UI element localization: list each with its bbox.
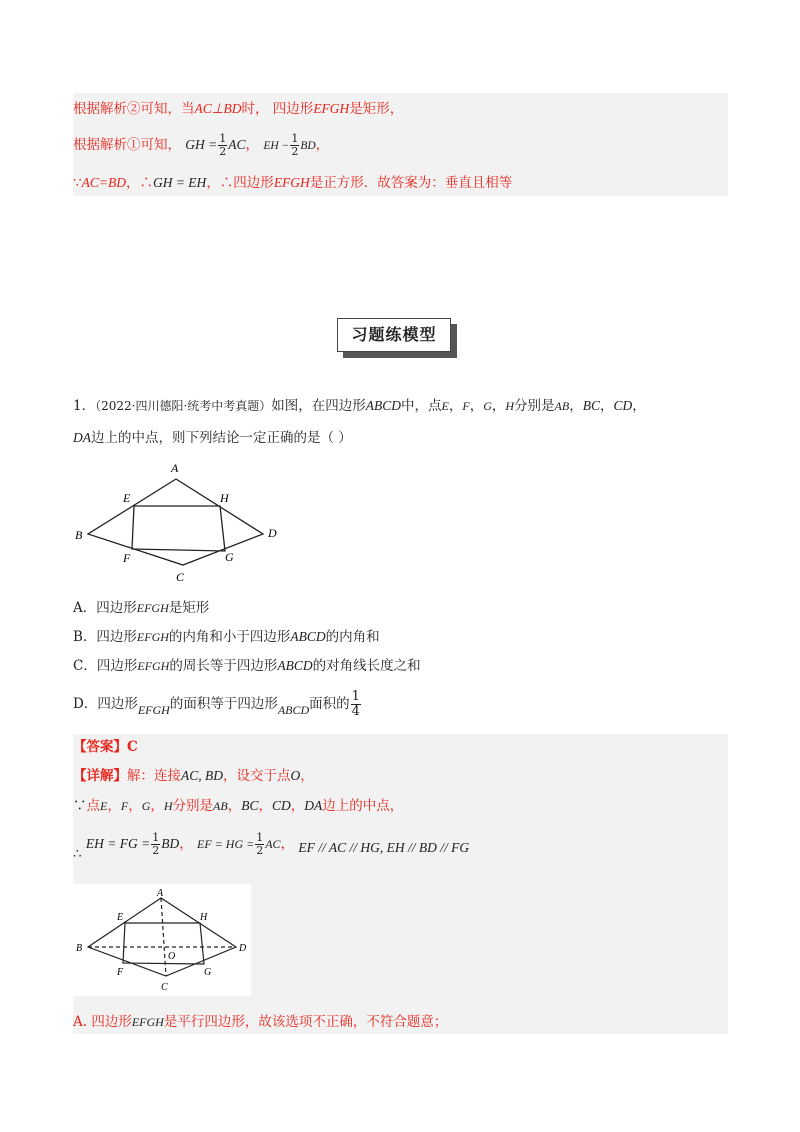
- section-title-badge: [337, 318, 457, 358]
- answer-box: [73, 734, 728, 1034]
- label-g: G: [204, 967, 212, 978]
- solution-line-3: ∵AC=BD，∴GH = EH，∴四边形EFGH是正方形．故答案为：垂直且相等: [73, 175, 513, 191]
- label-e: E: [117, 912, 124, 923]
- quad-abcd: [88, 898, 236, 976]
- label-b: B: [76, 943, 83, 954]
- fraction: $\frac{1}{2}$: [256, 831, 264, 857]
- label-b: B: [75, 528, 83, 542]
- label-g: G: [225, 550, 234, 564]
- conclusion-a: A. 四边形EFGH是平行四边形，故该选项不正确，不符合题意；: [73, 1014, 448, 1030]
- detail-line-2: ∵点E，F，G，H分别是AB，BC，CD，DA边上的中点，: [73, 798, 404, 814]
- detail-line-1: 【详解】解：连接AC, BD，设交于点O，: [73, 768, 314, 784]
- option-b: B．四边形EFGH的内角和小于四边形ABCD的内角和: [73, 629, 380, 645]
- label-d: D: [239, 943, 247, 954]
- option-c: C．四边形EFGH的周长等于四边形ABCD的对角线长度之和: [73, 658, 421, 674]
- fraction: $\frac{1}{2}$: [291, 132, 299, 158]
- quad-abcd: [88, 479, 263, 565]
- label-d: D: [268, 526, 277, 540]
- option-a: A．四边形EFGH是矩形: [73, 600, 210, 616]
- label-a: A: [171, 461, 179, 475]
- answer-line: 【答案】C: [73, 739, 138, 755]
- label-f: F: [123, 551, 131, 565]
- figure-quadrilateral: [70, 458, 285, 588]
- figure-quadrilateral-diagonals: [73, 884, 251, 996]
- label-a: A: [157, 888, 164, 899]
- detail-line-3: ∴ EH = FG = $\frac{1}{2}$ BD， EF = HG = $\frac{1}{2}$ AC， EF // AC // HG, EH // BD // FG: [73, 831, 470, 862]
- label-o: O: [168, 951, 176, 962]
- label-h: H: [200, 912, 208, 923]
- option-d: D．四边形EFGH的面积等于四边形ABCD面积的 $\frac{1}{4}$: [73, 689, 360, 719]
- solution-line-2: 根据解析①可知， GH = $\frac{1}{2}$ AC， EH − $\frac{1}{2}$ BD，: [73, 132, 330, 158]
- fraction-quarter: $\frac{1}{4}$: [351, 689, 360, 719]
- label-c: C: [176, 570, 185, 584]
- label-h: H: [220, 491, 229, 505]
- diagonal-ac: [161, 898, 166, 976]
- solution-line-1: 根据解析②可知，当AC⊥BD时， 四边形EFGH是矩形，: [73, 101, 404, 117]
- fraction: $\frac{1}{2}$: [152, 831, 160, 857]
- solution-box-top: [73, 93, 728, 196]
- label-c: C: [161, 982, 168, 993]
- label-f: F: [117, 967, 124, 978]
- question-line-2: DA边上的中点，则下列结论一定正确的是（ ）: [73, 430, 352, 446]
- fraction: $\frac{1}{2}$: [219, 132, 227, 158]
- question-line-1: 1．（2022·四川德阳·统考中考真题）如图，在四边形ABCD中，点E，F，G，H分别是AB，BC，CD，: [73, 398, 646, 414]
- quad-efgh: [132, 506, 225, 551]
- section-title: 习题练模型: [337, 318, 451, 352]
- label-e: E: [123, 491, 131, 505]
